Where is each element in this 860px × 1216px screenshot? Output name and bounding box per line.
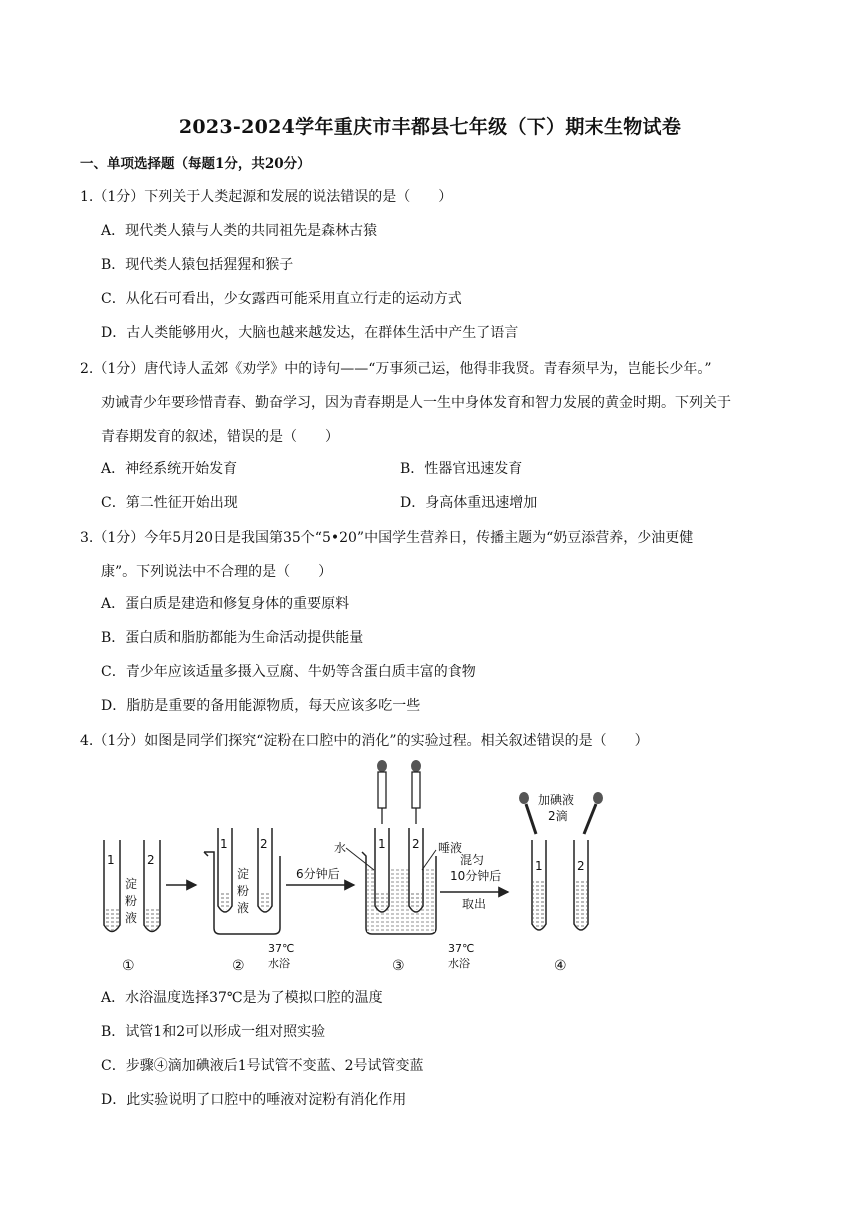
question-4-line: 4.（1分）如图是同学们探究“淀粉在口腔中的消化”的实验过程。相关叙述错误的是（ ） (80, 733, 649, 749)
arrow-2-label-1: 混匀 (460, 853, 485, 867)
q1-option-a: A．现代类人猿与人类的共同祖先是森林古猿 (101, 223, 378, 239)
iodine-label-1: 加碘液 (538, 793, 575, 807)
starch-label-3: 液 (237, 901, 250, 915)
q4-option-d: D．此实验说明了口腔中的唾液对淀粉有消化作用 (101, 1092, 407, 1108)
step-1-number: ① (122, 958, 135, 974)
section-heading: 一、单项选择题（每题1分，共20分） (80, 156, 311, 172)
q2-option-c: C．第二性征开始出现 (101, 495, 238, 511)
step-2-number: ② (232, 958, 245, 974)
q2-option-a: A．神经系统开始发育 (101, 461, 238, 477)
arrow-1-label: 6分钟后 (296, 867, 340, 881)
starch-label-2: 粉 (237, 884, 250, 898)
step-2-beaker (204, 828, 294, 974)
starch-label-1: 淀 (237, 867, 250, 881)
q3-option-d: D．脂肪是重要的备用能源物质，每天应该多吃一些 (101, 698, 421, 714)
experiment-figure (96, 760, 616, 978)
tube-1-label: 1 (535, 859, 543, 873)
starch-label-3: 液 (125, 911, 138, 925)
q3-option-c: C．青少年应该适量多摄入豆腐、牛奶等含蛋白质丰富的食物 (101, 664, 476, 680)
tube-2-label: 2 (147, 853, 155, 867)
dropper-bulb-icon (593, 792, 603, 804)
q1-option-d: D．古人类能够用火，大脑也越来越发达，在群体生活中产生了语言 (101, 325, 519, 341)
question-3-line: 康”。下列说法中不合理的是（ ） (101, 564, 333, 580)
q4-option-a: A．水浴温度选择37℃是为了模拟口腔的温度 (101, 990, 383, 1006)
question-4-stem (80, 724, 790, 758)
bath-label: 水浴 (448, 957, 470, 970)
q1-option-c: C．从化石可看出，少女露西可能采用直立行走的运动方式 (101, 291, 462, 307)
tube-1-label: 1 (220, 837, 228, 851)
question-2-line: 青春期发育的叙述，错误的是（ ） (101, 429, 339, 445)
question-2-stem (80, 352, 790, 454)
q1-option-b: B．现代类人猿包括猩猩和猴子 (101, 257, 294, 273)
step-1-tubes (104, 840, 160, 974)
question-3-line: 3.（1分）今年5月20日是我国第35个“5•20”中国学生营养日，传播主题为“奶豆添营养，少油更健 (80, 530, 694, 546)
q3-option-b: B．蛋白质和脂肪都能为生命活动提供能量 (101, 630, 364, 646)
step-3-beaker (334, 760, 474, 974)
tube-1-label: 1 (378, 837, 386, 851)
arrow-2-label-2: 10分钟后 (450, 869, 502, 883)
q2-option-b: B．性器官迅速发育 (400, 461, 523, 477)
temp-label: 37℃ (268, 942, 295, 955)
dropper-bulb-icon (377, 760, 387, 772)
question-3-stem (80, 521, 790, 589)
iodine-label-2: 2滴 (548, 809, 568, 823)
step-3-number: ③ (392, 958, 405, 974)
question-1-stem (80, 180, 780, 214)
tube-2-label: 2 (412, 837, 420, 851)
question-1-line: 1.（1分）下列关于人类起源和发展的说法错误的是（ ） (80, 189, 453, 205)
question-2-line: 劝诫青少年要珍惜青春、勤奋学习，因为青春期是人一生中身体发育和智力发展的黄金时期。下列关于 (101, 395, 731, 411)
q4-option-c: C．步骤④滴加碘液后1号试管不变蓝、2号试管变蓝 (101, 1058, 424, 1074)
arrow-2-label-3: 取出 (462, 897, 487, 911)
q3-option-a: A．蛋白质是建造和修复身体的重要原料 (101, 596, 350, 612)
water-label: 水 (334, 841, 347, 855)
dropper-bulb-icon (519, 792, 529, 804)
starch-label-1: 淀 (125, 877, 138, 891)
saliva-label: 唾液 (438, 841, 463, 855)
q4-option-b: B．试管1和2可以形成一组对照实验 (101, 1024, 326, 1040)
question-2-line: 2.（1分）唐代诗人孟郊《劝学》中的诗句——“万事须己运，他得非我贤。青春须早为，岂能长少年。” (80, 361, 712, 377)
dropper-bulb-icon (411, 760, 421, 772)
starch-label-2: 粉 (125, 894, 138, 908)
q2-option-d: D．身高体重迅速增加 (400, 495, 538, 511)
tube-2-label: 2 (260, 837, 268, 851)
step-4-tubes (519, 792, 603, 974)
page-title: 2023-2024学年重庆市丰都县七年级（下）期末生物试卷 (178, 116, 682, 138)
bath-label: 水浴 (268, 957, 290, 970)
tube-2-label: 2 (577, 859, 585, 873)
temp-label: 37℃ (448, 942, 475, 955)
step-4-number: ④ (554, 958, 567, 974)
tube-1-label: 1 (107, 853, 115, 867)
